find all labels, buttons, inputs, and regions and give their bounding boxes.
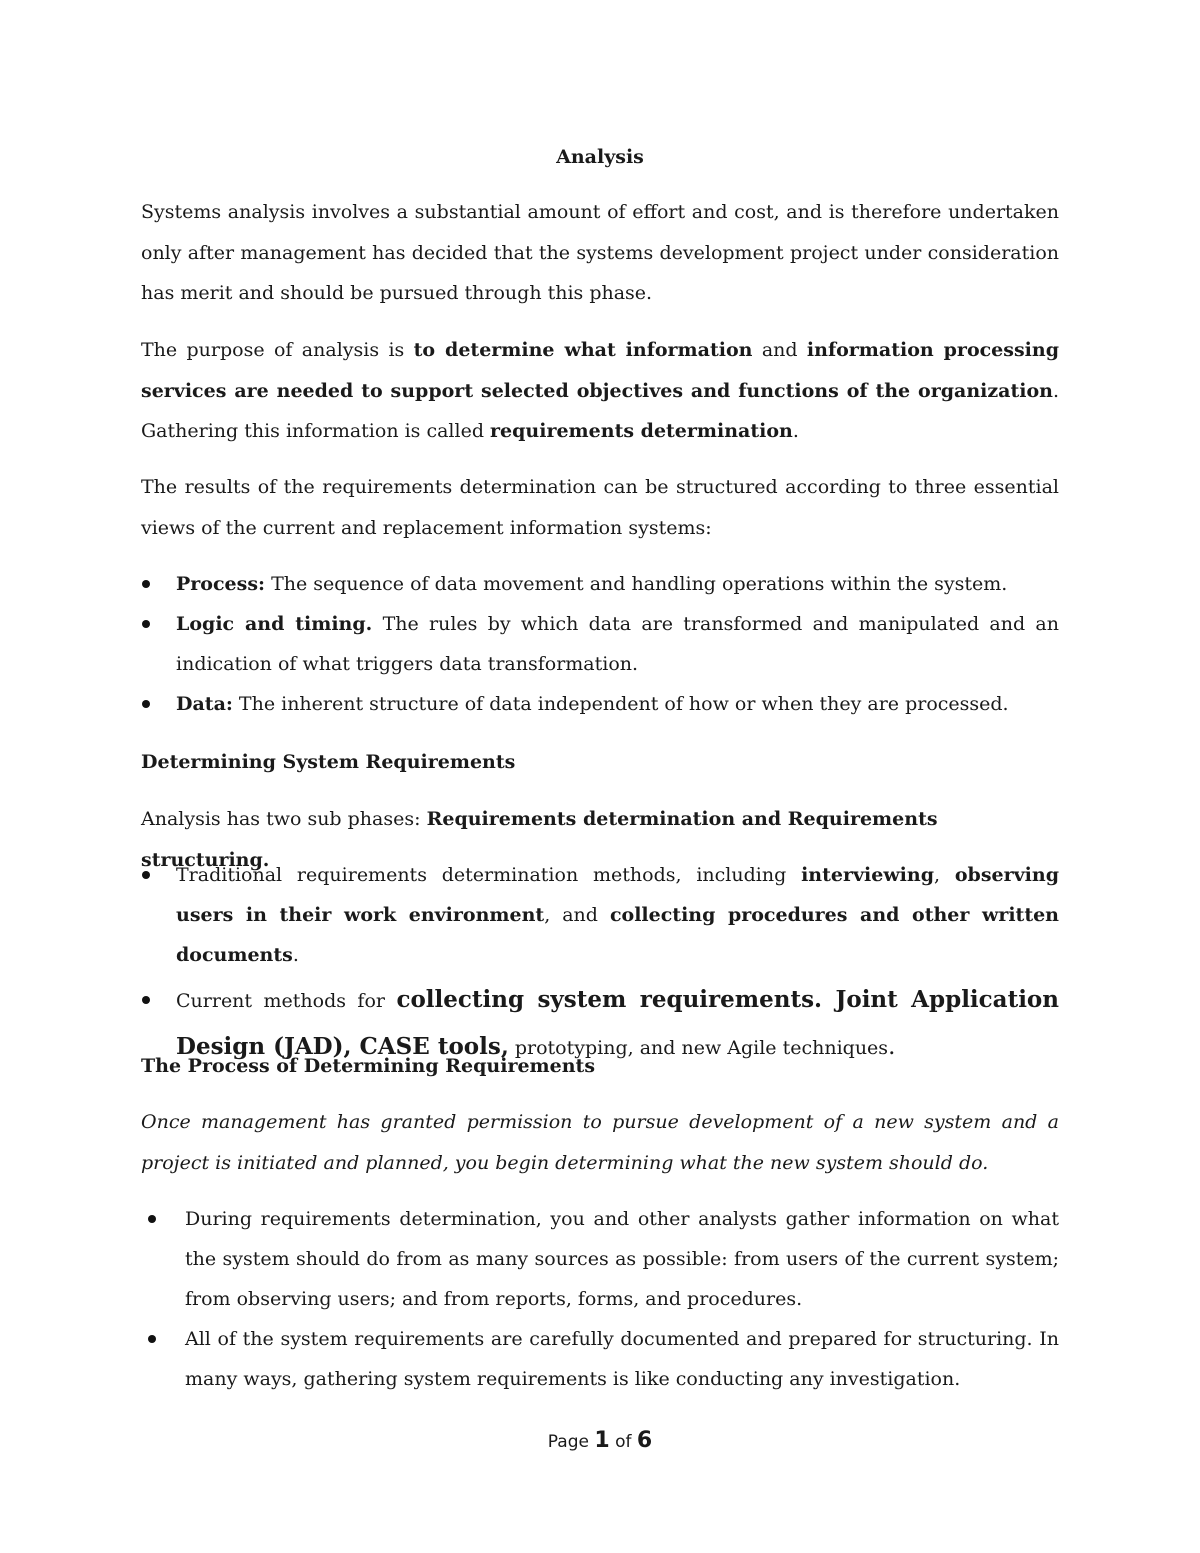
page-footer: Page 1 of 6 bbox=[547, 1428, 653, 1453]
bullet-icon bbox=[148, 1335, 156, 1343]
list-item: Process: The sequence of data movement and handling operations within the system. bbox=[141, 564, 1059, 604]
list-item: Logic and timing. The rules by which data are transformed and manipulated and an indication of what triggers data transformation. bbox=[141, 604, 1059, 684]
section-heading-determining: Determining System Requirements bbox=[141, 751, 516, 773]
list-item: All of the system requirements are carefully documented and prepared for structuring. In many ways, gathering system requirements is like conducting any investigation. bbox=[141, 1319, 1059, 1399]
bullet-icon bbox=[142, 871, 150, 879]
subphases-paragraph: Analysis has two sub phases: Requirements determination and Requirements structuring. bbox=[141, 808, 938, 871]
bullet-icon bbox=[142, 996, 150, 1004]
process-list bbox=[141, 1199, 1059, 1399]
list-item: During requirements determination, you and other analysts gather information on what the system should do from as many sources as possible: from users of the current system; from observing users; and from reports, forms, and procedures. bbox=[141, 1199, 1059, 1319]
process-intro-paragraph: Once management has granted permission to pursue development of a new system and a project is initiated and planned, you begin determining what the new system should do. bbox=[141, 1111, 1059, 1174]
total-page-number: 6 bbox=[636, 1428, 653, 1453]
document-title: Analysis bbox=[556, 146, 644, 168]
purpose-paragraph: The purpose of analysis is to determine what information and information processing services are needed to support selected objectives and functions of the organization. Gathering this information is called requirements determination. bbox=[141, 339, 1059, 442]
section-heading-process: The Process of Determining Requirements bbox=[141, 1055, 596, 1077]
purpose-bold-2: information processing services are needed to support selected objectives and functions of the organization bbox=[141, 339, 1059, 402]
bullet-icon bbox=[142, 700, 150, 708]
list-item: Traditional requirements determination methods, including interviewing, observing users in their work environment, and collecting procedures and other written documents. bbox=[141, 855, 1059, 975]
intro-paragraph: Systems analysis involves a substantial amount of effort and cost, and is therefore undertaken only after management has decided that the systems development project under consideration has merit and should be pursued through this phase. bbox=[141, 201, 1059, 304]
purpose-bold-1: to determine what information bbox=[413, 339, 753, 361]
requirements-determination-term: requirements determination bbox=[490, 420, 793, 442]
list-item: Current methods for collecting system requirements. Joint Application Design (JAD), CASE tools, prototyping, and new Agile techniques. bbox=[141, 977, 1059, 1071]
bullet-icon bbox=[142, 620, 150, 628]
bullet-icon bbox=[142, 580, 150, 588]
bullet-icon bbox=[148, 1215, 156, 1223]
methods-list bbox=[141, 855, 1059, 1071]
views-intro-paragraph: The results of the requirements determination can be structured according to three essential views of the current and replacement information systems: bbox=[141, 476, 1059, 539]
views-list bbox=[141, 564, 1059, 724]
current-page-number: 1 bbox=[594, 1428, 610, 1453]
list-item: Data: The inherent structure of data independent of how or when they are processed. bbox=[141, 684, 1059, 724]
